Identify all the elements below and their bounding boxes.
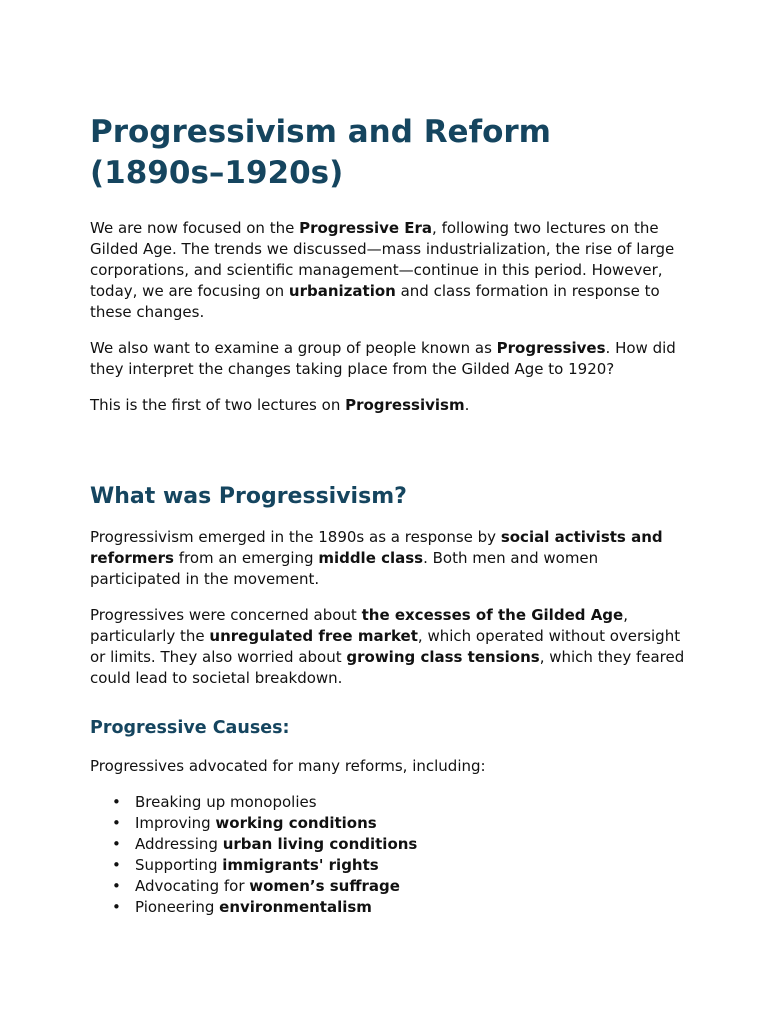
bullet-icon: • — [112, 793, 121, 811]
bold-text: the excesses of the Gilded Age — [361, 606, 624, 624]
intro-paragraph-3 — [90, 395, 690, 416]
text-run: We are now focused on the — [90, 219, 300, 237]
text-run: and class formation in response to these changes. — [90, 282, 660, 321]
page-title: Progressivism and Reform (1890s–1920s) — [90, 114, 551, 191]
text-run: Advocating for — [135, 877, 250, 895]
bullet-icon: • — [112, 835, 121, 853]
text-run: . How did they interpret the changes taking place from the Gilded Age to 1920? — [90, 339, 676, 378]
bold-text: urban living conditions — [222, 835, 418, 853]
list-item — [90, 876, 690, 897]
bold-text: working conditions — [215, 814, 377, 832]
text-run: Breaking up monopolies — [135, 793, 317, 811]
text-run: , which operated without oversight or limits. They also worried about — [90, 627, 681, 666]
text-run: Improving — [135, 814, 216, 832]
section-paragraph-1 — [90, 527, 690, 590]
intro-paragraph-1 — [90, 218, 690, 323]
list-item — [90, 813, 690, 834]
text-run: Supporting — [135, 856, 223, 874]
bold-text: Progressives — [496, 339, 606, 357]
bold-text: social activists and reformers — [90, 528, 663, 567]
intro-paragraph-2 — [90, 338, 690, 380]
document-body — [90, 112, 690, 918]
text-run: Progressivism emerged in the 1890s as a response by — [90, 528, 501, 546]
bold-text: immigrants' rights — [222, 856, 379, 874]
bold-text: growing class tensions — [346, 648, 540, 666]
subsection-heading: Progressive Causes: — [90, 718, 290, 738]
text-run: . Both men and women participated in the movement. — [90, 549, 599, 588]
section-heading-wrap — [90, 431, 690, 527]
text-run: Addressing — [135, 835, 223, 853]
causes-list — [90, 792, 690, 918]
text-run: from an emerging — [173, 549, 319, 567]
text-run: Progressives were concerned about — [90, 606, 362, 624]
section-heading: What was Progressivism? — [90, 484, 407, 509]
text-run: Pioneering — [135, 898, 220, 916]
bold-text: urbanization — [288, 282, 396, 300]
subsection-heading-wrap — [90, 704, 690, 756]
bold-text: environmentalism — [219, 898, 372, 916]
bullet-icon: • — [112, 898, 121, 916]
bullet-icon: • — [112, 856, 121, 874]
text-run: , following two lectures on the Gilded Age. The trends we discussed—mass industrialization, the rise of large corporations, and scientific management—continue in this period. However, today, we are focusing on — [90, 219, 675, 300]
text-run: This is the first of two lectures on — [90, 396, 346, 414]
text-run: . — [464, 396, 470, 414]
text-run: We also want to examine a group of people known as — [90, 339, 497, 357]
list-item — [90, 792, 690, 813]
text-run: , which they feared could lead to societal breakdown. — [90, 648, 685, 687]
bold-text: Progressivism — [345, 396, 465, 414]
bold-text: middle class — [318, 549, 424, 567]
bullet-icon: • — [112, 814, 121, 832]
subsection-lead: Progressives advocated for many reforms, including: — [90, 757, 486, 775]
bold-text: women’s suffrage — [249, 877, 400, 895]
bold-text: Progressive Era — [299, 219, 433, 237]
list-item — [90, 855, 690, 876]
list-item — [90, 897, 690, 918]
bullet-icon: • — [112, 877, 121, 895]
list-item — [90, 834, 690, 855]
section-paragraph-2 — [90, 605, 690, 689]
bold-text: unregulated free market — [209, 627, 418, 645]
text-run: , particularly the — [90, 606, 628, 645]
